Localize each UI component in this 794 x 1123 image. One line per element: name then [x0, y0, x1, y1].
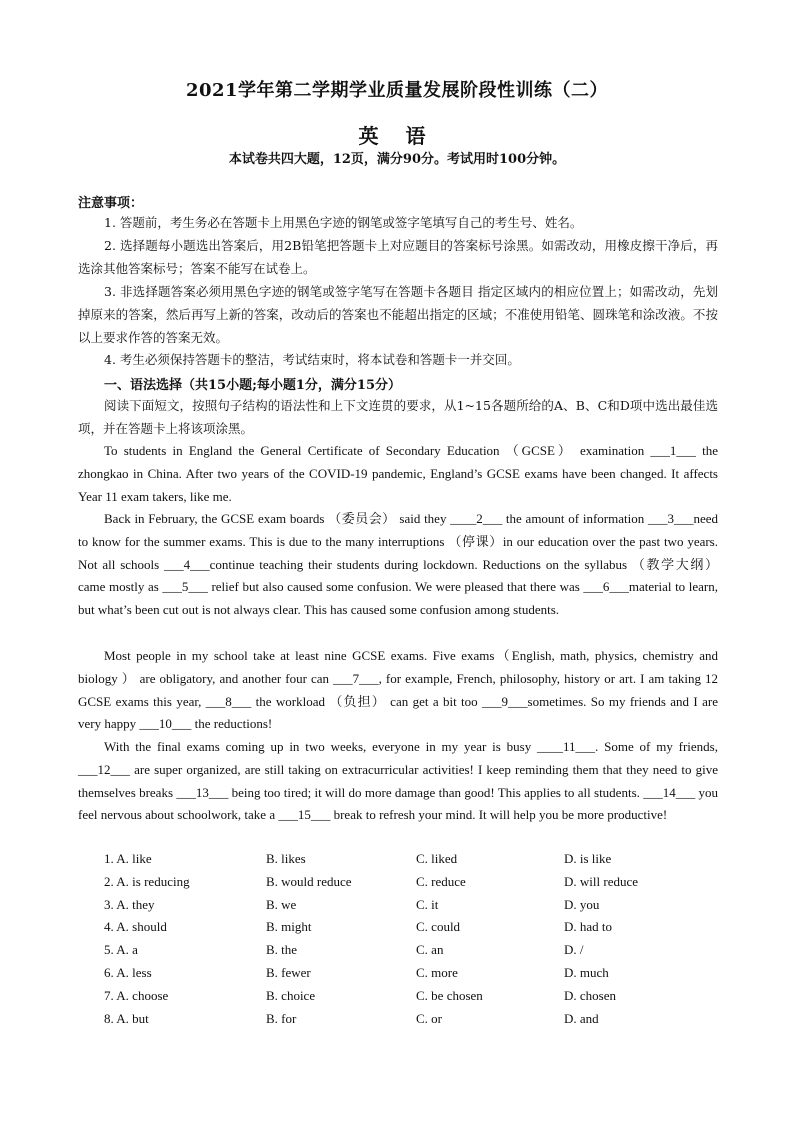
option-row — [104, 985, 724, 1008]
notice-item-2: 2. 选择题每小题选出答案后，用2B铅笔把答题卡上对应题目的答案标号涂黑。如需改动，用橡皮擦干净后，再选涂其他答案标号；答案不能写在试卷上。 — [78, 238, 718, 276]
option-row — [104, 848, 724, 871]
option-a: 7. A. choose — [104, 987, 169, 1003]
section-heading: 一、语法选择（共15小题;每小题1分，满分15分） — [104, 378, 402, 393]
option-c: C. more — [416, 964, 458, 980]
notice-item-1: 1. 答题前，考生务必在答题卡上用黑色字迹的钢笔或签字笔填写自己的考生号、姓名。 — [104, 215, 583, 230]
option-a: 6. A. less — [104, 964, 152, 980]
option-row — [104, 871, 724, 894]
section-instruction: 阅读下面短文，按照句子结构的语法性和上下文连贯的要求，从1~15各题所给的A、B、C和D项中选出最佳选项，并在答题卡上将该项涂黑。 — [78, 398, 718, 436]
option-d: D. had to — [564, 919, 613, 935]
option-c: C. liked — [416, 851, 458, 866]
option-c: C. could — [416, 919, 461, 935]
notice-heading: 注意事项： — [78, 196, 144, 211]
option-c: C. reduce — [416, 873, 466, 889]
option-a: 4. A. should — [104, 919, 167, 935]
option-b: B. for — [266, 1010, 297, 1026]
option-b: B. fewer — [266, 964, 311, 980]
option-row — [104, 1008, 724, 1031]
option-c: C. an — [416, 942, 444, 958]
option-d: D. you — [564, 896, 600, 912]
option-c: C. or — [416, 1010, 442, 1026]
passage-paragraph-1: To students in England the General Certificate of Secondary Education （GCSE） examination ___1___ the zhongkao in China. After two years of the COVID-19 pandemic, England’s GCSE exams have been changed. It affects Year 11 exam takers, like me. — [78, 443, 718, 504]
option-row — [104, 894, 724, 917]
notice-item-4: 4. 考生必须保持答题卡的整洁，考试结束时，将本试卷和答题卡一并交回。 — [104, 352, 520, 367]
option-b: B. choice — [266, 987, 316, 1003]
exam-subtitle: 本试卷共四大题，12页，满分90分。考试用时100分钟。 — [228, 152, 566, 167]
option-a: 2. A. is reducing — [104, 873, 190, 889]
option-d: D. chosen — [564, 987, 616, 1003]
option-row — [104, 962, 724, 985]
option-a: 1. A. like — [104, 851, 152, 866]
option-a: 5. A. a — [104, 942, 138, 958]
option-d: D. / — [564, 942, 584, 958]
option-b: B. we — [266, 896, 297, 912]
passage-paragraph-3: Most people in my school take at least nine GCSE exams. Five exams（English, math, physics, chemistry and biology ） are obligatory, and another four can ___7___, for example, French, philosophy, history or art. I am taking 12 GCSE exams this year, ___8___ the workload （负担） can get a bit too ___9___sometimes. So my friends and I are very happy ___10___ the reductions! — [78, 648, 718, 732]
subject-title: 英 语 — [358, 124, 436, 148]
option-b: B. the — [266, 942, 298, 958]
notice-item-3: 3. 非选择题答案必须用黑色字迹的钢笔或签字笔写在答题卡各题目 指定区域内的相应位置上；如需改动，先划掉原来的答案，然后再写上新的答案，改动后的答案也不能超出指定的区域；不准使用铅笔、圆珠笔和涂改液。不按以上要求作答的答案无效。 — [78, 284, 718, 345]
exam-title: 2021学年第二学期学业质量发展阶段性训练（二） — [185, 80, 609, 101]
option-c: C. be chosen — [416, 987, 483, 1003]
option-d: D. will reduce — [564, 873, 639, 889]
option-row — [104, 916, 724, 939]
passage-paragraph-4: With the final exams coming up in two weeks, everyone in my year is busy ____11___. Some of my friends, ___12___ are super organized, are still taking on extracurricular activities! I keep reminding them that they need to give themselves breaks ___13___ being too tired; it will do more damage than good! This applies to all students. ___14___ you feel nervous about schoolwork, take a ___15___ break to refresh your mind. It will help you be more productive! — [78, 739, 718, 823]
option-b: B. would reduce — [266, 873, 352, 889]
option-row — [104, 939, 724, 962]
option-c: C. it — [416, 896, 439, 912]
option-b: B. likes — [266, 851, 306, 866]
options-list — [104, 848, 724, 1030]
option-d: D. and — [564, 1010, 599, 1026]
option-b: B. might — [266, 919, 312, 935]
option-a: 3. A. they — [104, 896, 155, 912]
option-d: D. much — [564, 964, 609, 980]
option-a: 8. A. but — [104, 1010, 149, 1026]
passage-paragraph-2: Back in February, the GCSE exam boards （委员会） said they ____2___ the amount of information ___3___need to know for the summer exams. This is due to the many interruptions （停课）in our education over the past two years. Not all schools ___4___continue teaching their students during lockdown. Reductions on the syllabus （教学大纲） came mostly as ___5___ relief but also caused some confusion. We were pleased that there was ___6___material to learn, but what’s been cut out is not always clear. This has caused some confusion among students. — [78, 511, 718, 618]
option-d: D. is like — [564, 851, 612, 866]
